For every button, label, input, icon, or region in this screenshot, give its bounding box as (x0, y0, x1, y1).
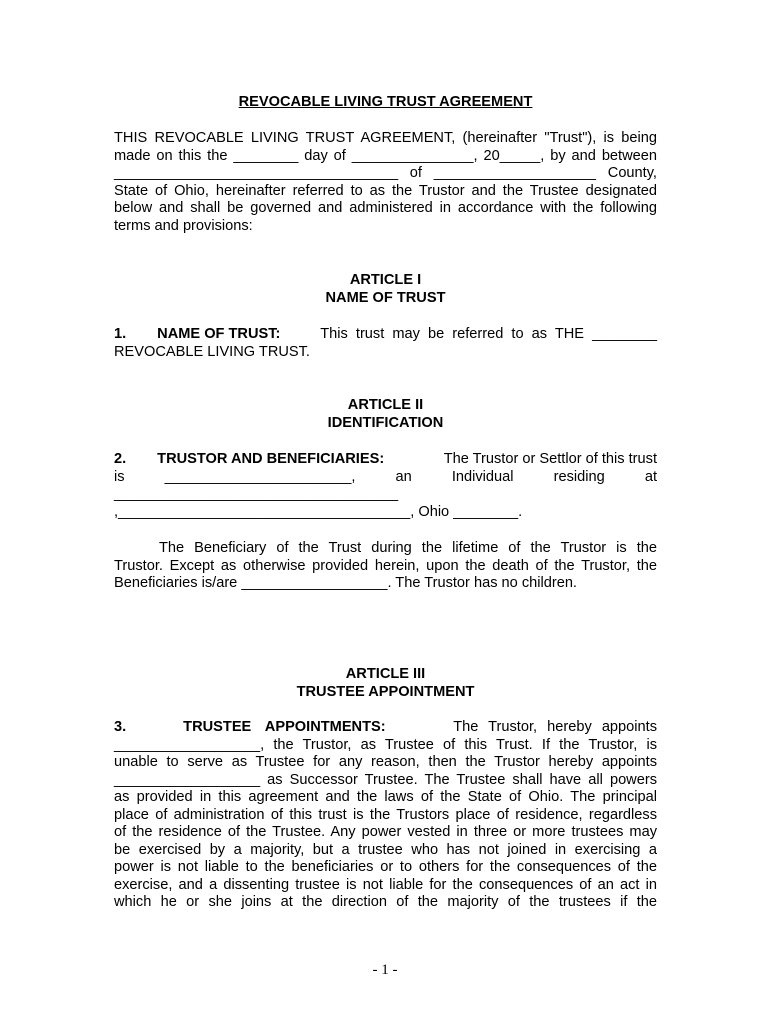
intro-line: made on this the ________ day of _______________, 20_____, by and between (114, 147, 657, 164)
section-2 (114, 451, 657, 521)
section-2-line: Trustor. Except as otherwise provided herein, upon the death of the Trustor, the (114, 557, 657, 574)
section-3-line: place of administration of this trust is the Trustors place of residence, regardless (114, 806, 657, 823)
intro-line: State of Ohio, hereinafter referred to as the Trustor and the Trustee designated (114, 182, 657, 199)
section-3 (114, 719, 657, 912)
section-2-number: 2. (114, 451, 127, 467)
section-3-line: __________________ as Successor Trustee. The Trustee shall have all powers (114, 771, 657, 788)
section-2-text: The Trustor or Settlor of this trust (443, 451, 657, 467)
section-3-number: 3. (114, 719, 127, 735)
intro-line: below and shall be governed and administered in accordance with the following (114, 200, 657, 216)
section-3-line: power is not liable to the beneficiaries or to others for the consequences of the (114, 859, 657, 875)
section-2-first-line (114, 451, 657, 469)
section-2-paragraph-2 (114, 540, 657, 593)
section-1 (114, 326, 657, 361)
section-1-label: NAME OF TRUST: (157, 326, 281, 342)
section-1-line: REVOCABLE LIVING TRUST. (114, 343, 310, 360)
intro-line: THIS REVOCABLE LIVING TRUST AGREEMENT, (hereinafter "Trust"), is being (114, 130, 657, 146)
section-1-number: 1. (114, 326, 127, 342)
section-2-line: ___________________________________ (114, 486, 399, 502)
intro-line: ___________________________________ of ____________________ County, (114, 165, 657, 181)
article-1-heading: NAME OF TRUST (325, 290, 446, 306)
section-3-line: as provided in this agreement and the laws of the State of Ohio. The principal (114, 789, 657, 805)
section-3-line: unable to serve as Trustee for any reason, then the Trustor hereby appoints (114, 754, 657, 770)
section-3-line: of the residence of the Trustee. Any power vested in three or more trustees may (114, 824, 657, 840)
intro-paragraph (114, 130, 657, 235)
section-3-label: TRUSTEE APPOINTMENTS: (183, 719, 386, 735)
article-3-heading: TRUSTEE APPOINTMENT (296, 684, 475, 700)
section-3-text: The Trustor, hereby appoints (453, 719, 657, 735)
page-number: - 1 - (372, 962, 398, 978)
article-3-number: ARTICLE III (345, 666, 426, 682)
section-1-text: This trust may be referred to as THE ________ (320, 326, 657, 342)
section-1-first-line (114, 326, 657, 344)
document-title: REVOCABLE LIVING TRUST AGREEMENT (238, 94, 533, 110)
section-3-first-line (114, 719, 657, 737)
section-2-line: The Beneficiary of the Trust during the lifetime of the Trustor is the (159, 540, 657, 556)
section-2-line: is _______________________, an Individual residing at (114, 468, 657, 485)
section-2-line: ,____________________________________, Ohio ________. (114, 503, 523, 520)
article-1-number: ARTICLE I (349, 272, 422, 288)
section-3-line: which he or she joins at the direction of the majority of the trustees if the (114, 894, 657, 910)
section-2-label: TRUSTOR AND BENEFICIARIES: (157, 451, 385, 467)
section-3-line: __________________, the Trustor, as Trustee of this Trust. If the Trustor, is (114, 736, 657, 753)
section-3-line: be exercised by a majority, but a trustee who has not joined in exercising a (114, 841, 657, 858)
intro-line: terms and provisions: (114, 217, 253, 234)
article-2-number: ARTICLE II (347, 397, 424, 413)
section-3-line: exercise, and a dissenting trustee is not liable for the consequences of an act in (114, 876, 657, 893)
section-2-line: Beneficiaries is/are __________________. The Trustor has no children. (114, 575, 577, 591)
article-2-heading: IDENTIFICATION (327, 415, 444, 431)
